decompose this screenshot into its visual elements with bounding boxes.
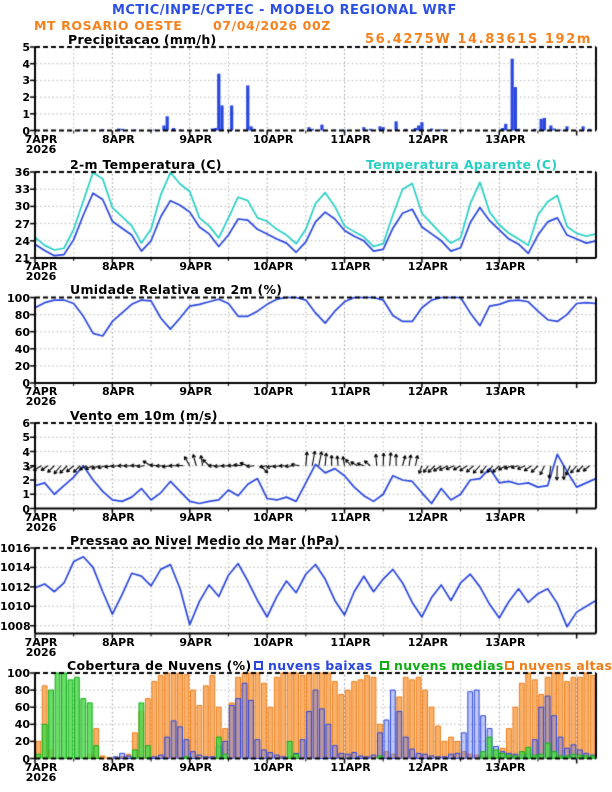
x-tick-label: 13APR bbox=[485, 385, 526, 398]
legend-label-mid-clouds: nuvens medias bbox=[394, 658, 504, 673]
y-tick-label: 1010 bbox=[0, 600, 31, 614]
legend-swatch-mid-clouds-icon bbox=[380, 661, 389, 670]
legend-label-high-clouds: nuvens altas bbox=[519, 658, 612, 673]
x-axis-year-label: 2026 bbox=[25, 770, 57, 784]
x-tick-label: 8APR bbox=[102, 635, 135, 649]
x-axis-year-label: 2026 bbox=[25, 520, 57, 534]
x-tick-label: 11APR bbox=[330, 385, 371, 398]
x-tick-label: 7APR bbox=[24, 760, 58, 774]
x-tick-label: 10APR bbox=[252, 132, 294, 146]
x-tick-label: 10APR bbox=[252, 510, 294, 524]
y-tick-label: 1 bbox=[22, 107, 30, 121]
x-tick-label: 13APR bbox=[485, 260, 526, 273]
panel-title-humidity: Umidade Relativa em 2m (%) bbox=[70, 282, 283, 297]
x-tick-label: 11APR bbox=[330, 132, 371, 146]
legend-swatch-high-clouds-icon bbox=[505, 661, 514, 670]
y-tick-label: 20 bbox=[14, 359, 30, 373]
x-tick-label: 11APR bbox=[330, 260, 371, 273]
panel-title-pressure: Pressao ao Nivel Medio do Mar (hPa) bbox=[70, 533, 340, 548]
x-tick-label: 8APR bbox=[102, 385, 135, 398]
y-tick-label: 27 bbox=[14, 217, 30, 231]
y-tick-label: 0 bbox=[22, 502, 30, 516]
y-tick-label: 20 bbox=[14, 735, 30, 749]
x-tick-label: 8APR bbox=[102, 510, 135, 524]
panel-title-precipitation: Precipitacao (mm/h) bbox=[68, 32, 217, 47]
x-tick-label: 12APR bbox=[407, 510, 449, 524]
x-tick-label: 13APR bbox=[485, 635, 526, 649]
y-tick-label: 30 bbox=[14, 200, 30, 214]
y-tick-label: 1 bbox=[22, 488, 30, 502]
run-datetime: 07/04/2026 00Z bbox=[213, 18, 331, 33]
y-tick-label: 5 bbox=[22, 41, 30, 54]
y-tick-label: 1016 bbox=[0, 542, 31, 555]
y-tick-label: 0 bbox=[22, 377, 30, 390]
x-tick-label: 11APR bbox=[330, 635, 371, 649]
y-tick-label: 1014 bbox=[0, 561, 31, 575]
y-tick-label: 100 bbox=[7, 667, 30, 680]
y-tick-label: 1008 bbox=[0, 619, 31, 633]
y-tick-label: 0 bbox=[22, 124, 30, 138]
x-tick-label: 7APR bbox=[24, 510, 58, 524]
x-tick-label: 13APR bbox=[485, 760, 526, 774]
y-tick-label: 36 bbox=[14, 166, 30, 179]
legend-swatch-low-clouds-icon bbox=[254, 661, 263, 670]
x-tick-label: 7APR bbox=[24, 260, 58, 273]
x-tick-label: 9APR bbox=[179, 132, 213, 146]
x-axis-year-label: 2026 bbox=[25, 270, 57, 283]
x-axis-year-label: 2026 bbox=[25, 142, 57, 156]
panel-title-cloud-cover: Cobertura de Nuvens (%) bbox=[67, 658, 252, 673]
y-tick-label: 3 bbox=[22, 74, 30, 88]
y-tick-label: 1012 bbox=[0, 580, 31, 594]
y-tick-label: 0 bbox=[22, 752, 30, 766]
y-tick-label: 40 bbox=[14, 718, 30, 732]
x-tick-label: 8APR bbox=[102, 760, 135, 774]
x-tick-label: 7APR bbox=[24, 132, 58, 146]
y-tick-label: 6 bbox=[22, 417, 30, 430]
y-tick-label: 33 bbox=[14, 183, 30, 197]
x-tick-label: 12APR bbox=[407, 132, 449, 146]
y-tick-label: 60 bbox=[14, 325, 30, 339]
station-name: MT ROSARIO OESTE bbox=[34, 18, 183, 33]
x-axis-year-label: 2026 bbox=[25, 645, 57, 659]
y-tick-label: 80 bbox=[14, 308, 30, 322]
x-axis-year-label: 2026 bbox=[25, 395, 57, 408]
x-tick-label: 13APR bbox=[485, 510, 526, 524]
y-tick-label: 60 bbox=[14, 701, 30, 715]
panel-title-wind: Vento em 10m (m/s) bbox=[70, 408, 218, 423]
station-location: 56.4275W 14.8361S 192m bbox=[364, 32, 592, 47]
x-tick-label: 9APR bbox=[179, 760, 213, 774]
x-tick-label: 12APR bbox=[407, 760, 449, 774]
legend-label-low-clouds: nuvens baixas bbox=[268, 658, 373, 673]
y-tick-label: 5 bbox=[22, 431, 30, 445]
y-tick-label: 80 bbox=[14, 684, 30, 698]
y-tick-label: 4 bbox=[22, 57, 30, 71]
y-tick-label: 2 bbox=[22, 91, 30, 105]
x-tick-label: 9APR bbox=[179, 385, 213, 398]
x-tick-label: 9APR bbox=[179, 260, 213, 273]
x-tick-label: 8APR bbox=[102, 132, 135, 146]
y-tick-label: 4 bbox=[22, 445, 30, 459]
x-tick-label: 12APR bbox=[407, 385, 449, 398]
y-tick-label: 21 bbox=[14, 252, 30, 265]
panel-title-temperature: 2-m Temperatura (C) bbox=[70, 157, 222, 172]
x-tick-label: 11APR bbox=[330, 510, 371, 524]
x-tick-label: 10APR bbox=[252, 260, 294, 273]
x-tick-label: 10APR bbox=[252, 635, 294, 649]
x-tick-label: 7APR bbox=[24, 385, 58, 398]
x-tick-label: 10APR bbox=[252, 760, 294, 774]
x-tick-label: 11APR bbox=[330, 760, 371, 774]
model-title: MCTIC/INPE/CPTEC - MODELO REGIONAL WRF bbox=[112, 3, 457, 18]
x-tick-label: 7APR bbox=[24, 635, 58, 649]
y-tick-label: 3 bbox=[22, 459, 30, 473]
y-tick-label: 40 bbox=[14, 342, 30, 356]
x-tick-label: 13APR bbox=[485, 132, 526, 146]
x-tick-label: 12APR bbox=[407, 260, 449, 273]
y-tick-label: 100 bbox=[7, 291, 30, 305]
x-tick-label: 9APR bbox=[179, 510, 213, 524]
panel-title-apparent-temperature: Temperatura Aparente (C) bbox=[366, 157, 558, 172]
x-tick-label: 12APR bbox=[407, 635, 449, 649]
x-tick-label: 8APR bbox=[102, 260, 135, 273]
y-tick-label: 24 bbox=[14, 234, 30, 248]
y-tick-label: 2 bbox=[22, 474, 30, 487]
x-tick-label: 9APR bbox=[179, 635, 213, 649]
x-tick-label: 10APR bbox=[252, 385, 294, 398]
